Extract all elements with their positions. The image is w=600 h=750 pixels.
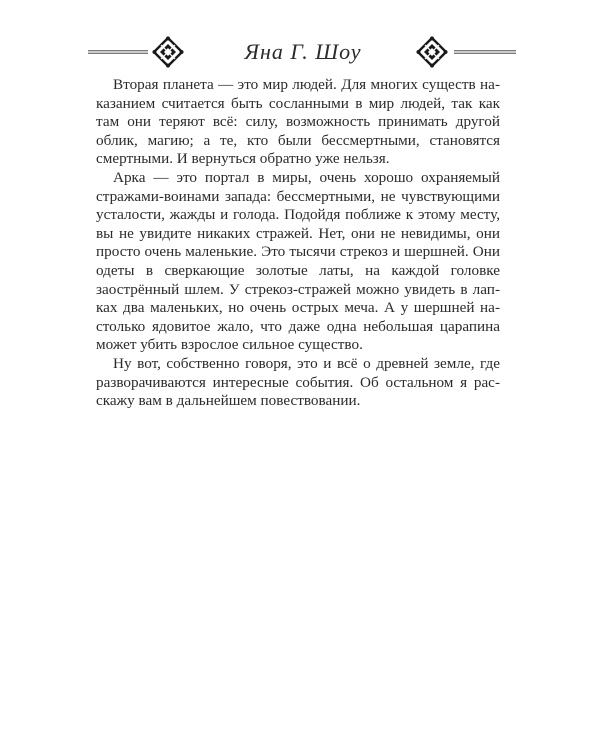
celtic-knot-ornament-icon (152, 36, 184, 68)
paragraph-second-planet: Вторая планета — это мир людей. Для многих существ наказанием считается быть сосланными в мир людей, так как там они теряют всё: силу, возможность принимать другой облик, магию; а те, кто были бессмертными, становятся смертными. И вернуться обратно уже нельзя. (96, 76, 500, 168)
paragraph-conclusion: Ну вот, собственно говоря, это и всё о древней земле, где разворачиваются интересные события. Об остальном я расскажу вам в дальнейшем повествовании. (96, 354, 500, 410)
header-rule-left (88, 50, 148, 54)
paragraph-arka-portal: Арка — это портал в миры, очень хорошо охраняемый стражами-воинами запада: бессмертными, не чувствующими усталости, жажды и голода. Подойдя поближе к этому месту, вы не увидите никаких стражей. Нет, они не невидимы, они просто очень маленькие. Это тысячи стрекоз и шершней. Они одеты в сверкающие золотые латы, на каждой головке заострённый шлем. У стрекоз-стражей можно увидеть в лапках два маленьких, но очень острых меча. А у шершней настолько ядовитое жало, что даже одна небольшая царапина может убить взрослое сильное существо. (96, 168, 500, 354)
running-header (88, 34, 516, 68)
header-rule-right (454, 50, 516, 54)
running-header-author: Яна Г. Шоу (244, 39, 362, 64)
body-text (96, 76, 500, 411)
celtic-knot-ornament-icon (416, 36, 448, 68)
